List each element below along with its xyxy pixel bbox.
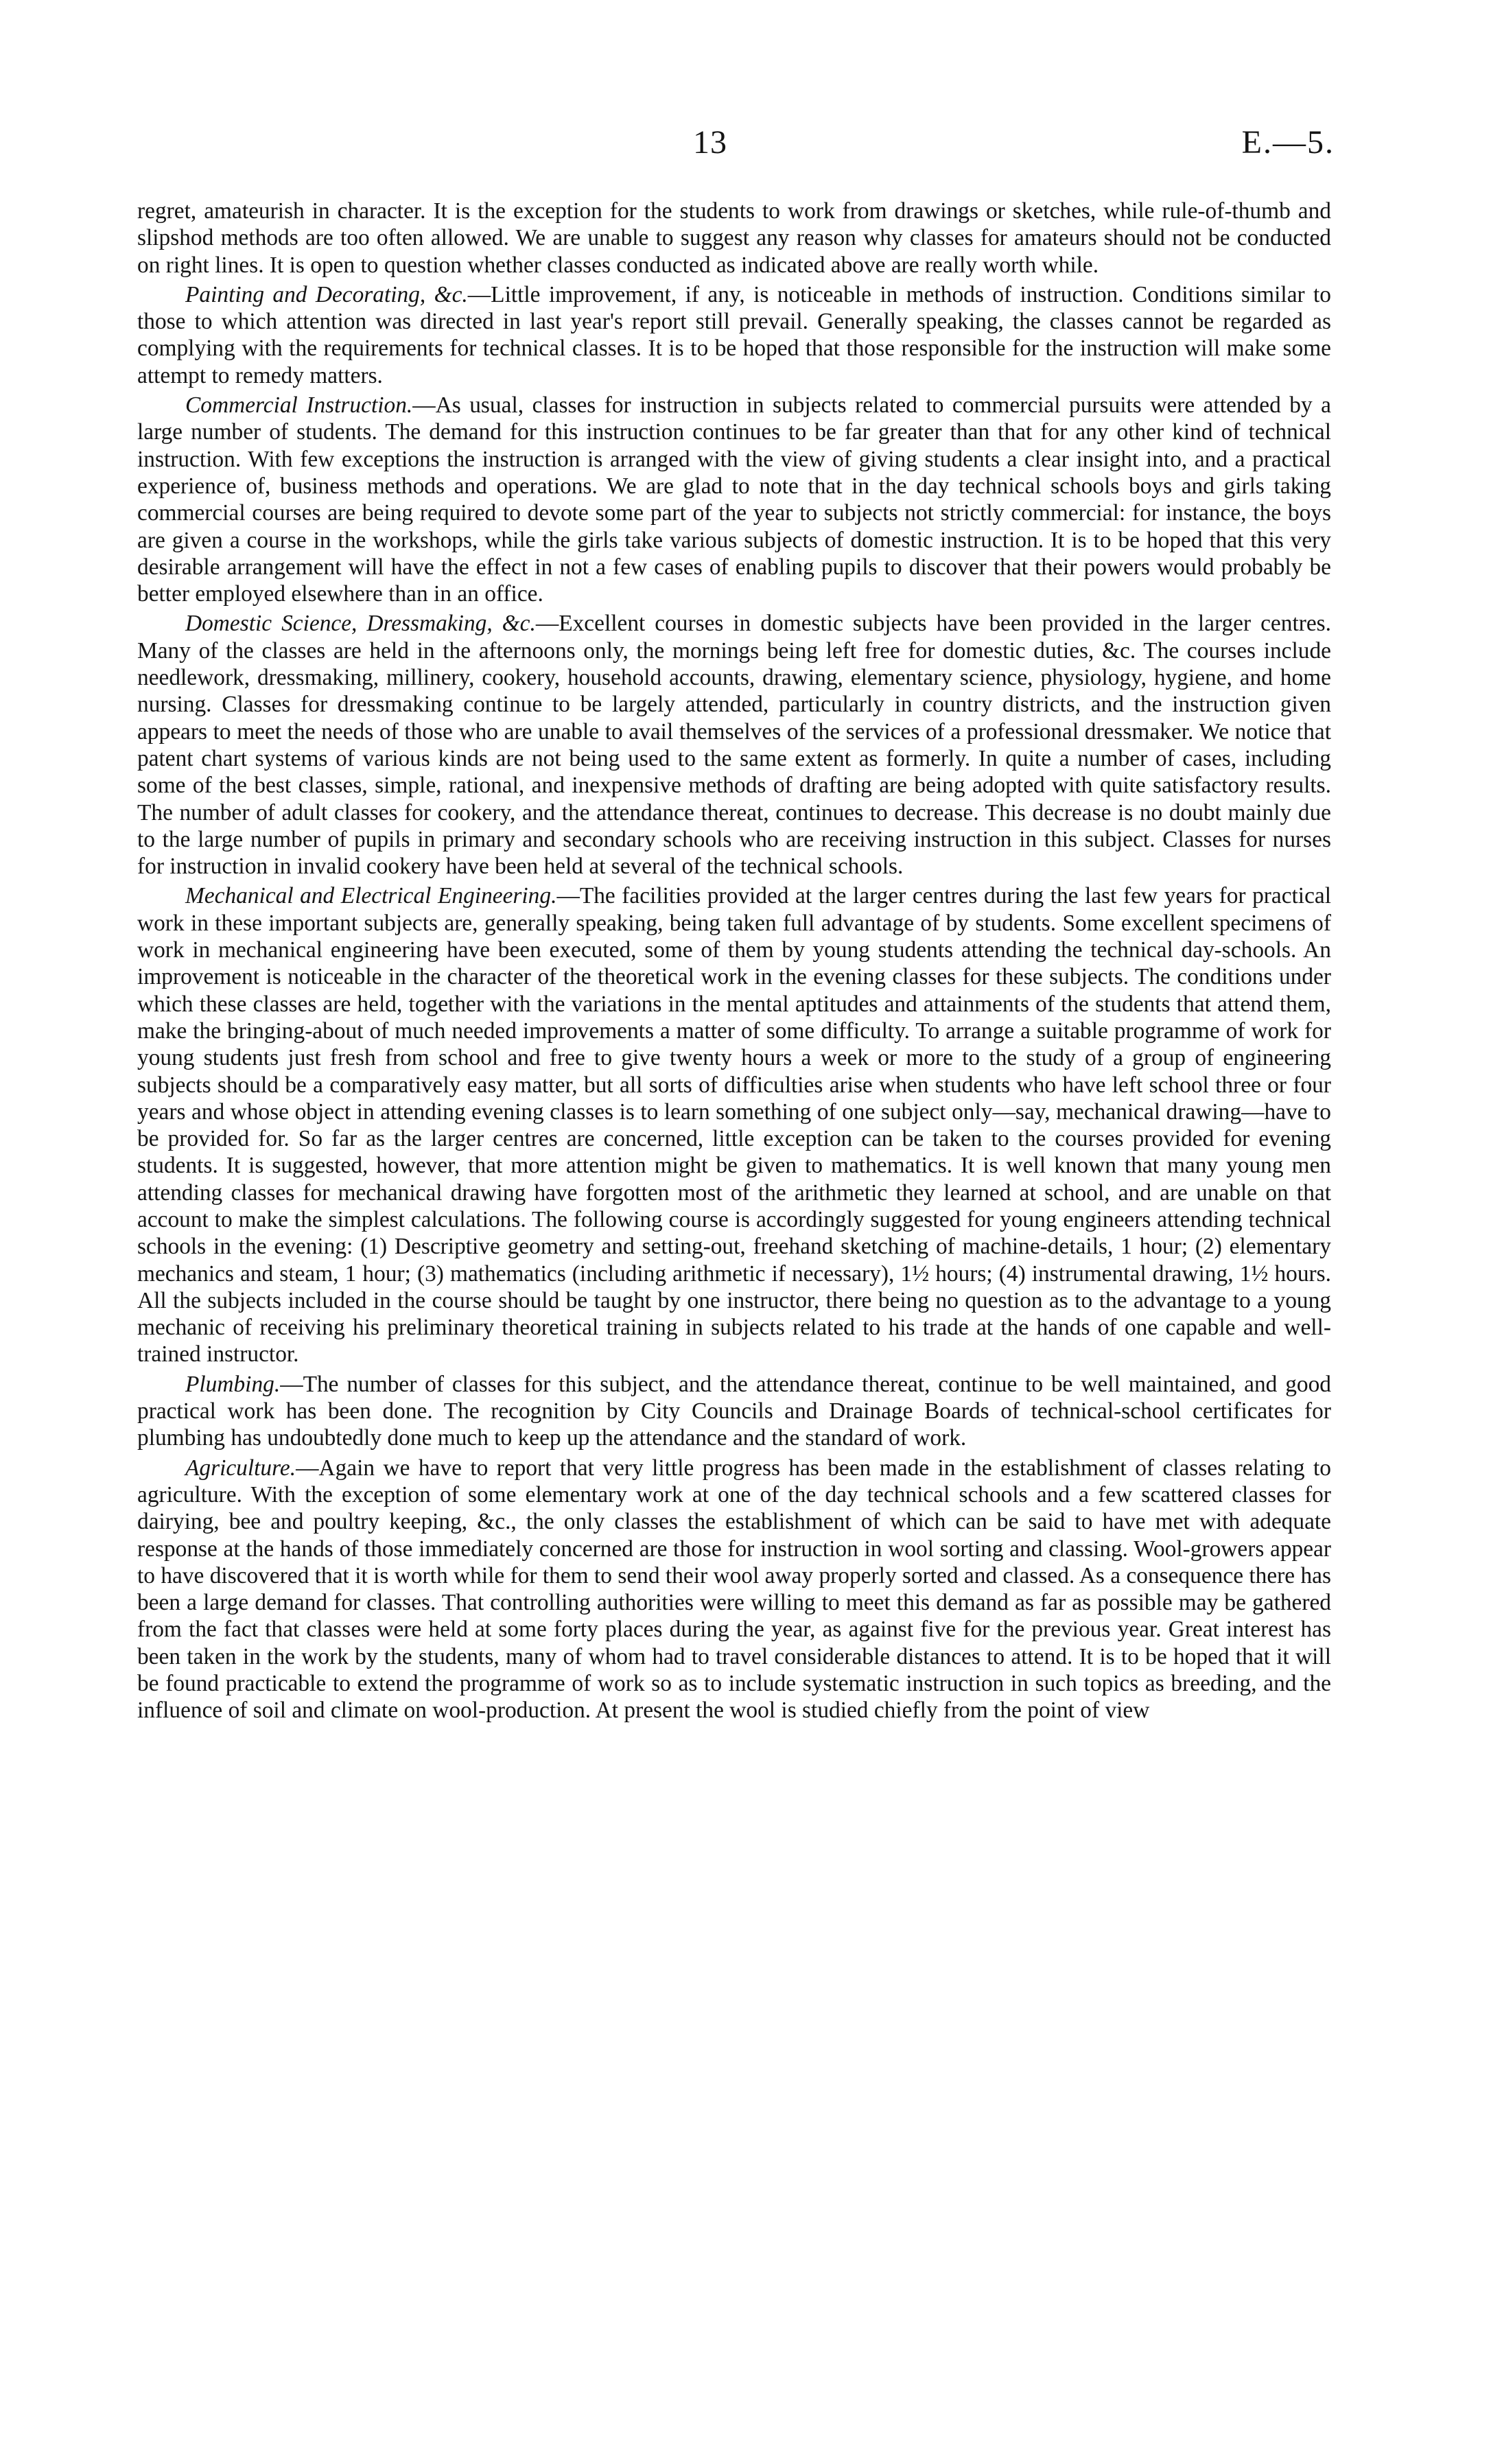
paragraph-continuation: [137, 198, 1331, 279]
paragraph-text: —Little improvement, if any, is noticeable in methods of instruction. Conditions similar to those to which attention was directed in last year's report still prevail. Generally speaking, the classes cannot be regarded as complying with the requirements for technical classes. It is to be hoped that those responsible for the instruction will make some attempt to remedy matters.: [137, 281, 1331, 388]
paragraph-commercial-instruction: [137, 392, 1331, 607]
page-header: [0, 124, 1491, 172]
section-heading: Painting and Decorating, &c.: [185, 281, 468, 307]
section-heading: Commercial Instruction.: [185, 392, 413, 419]
paragraph-text: —The facilities provided at the larger centres during the last few years for practical work in these important subjects are, generally speaking, being taken full advantage of by students. Some excellent specimens of work in mechanical engineering have been executed, some of them by young students attending the technical day-schools. An improvement is noticeable in the character of the theoretical work in the evening classes for these subjects. The conditions under which these classes are held, together with the variations in the mental aptitudes and attainments of the students that attend them, make the bringing-about of much needed improvements a matter of some difficulty. To arrange a suitable programme of work for young students just fresh from school and free to give twenty hours a week or more to the study of a group of engineering subjects should be a comparatively easy matter, but all sorts of difficulties arise when students who have left school three or four years and whose object in attending evening classes is to learn something of one subject only—say, mechanical drawing—have to be provided for. So far as the larger centres are concerned, little exception can be taken to the courses provided for evening students. It is suggested, however, that more attention might be given to mathematics. It is well known that many young men attending classes for mechanical drawing have forgotten most of the arithmetic they learned at school, and are unable on that account to make the simplest calculations. The following course is accordingly suggested for young engineers attending technical schools in the evening: (1) Descriptive geometry and setting-out, freehand sketching of machine-details, 1 hour; (2) elementary mechanics and steam, 1 hour; (3) mathematics (including arithmetic if necessary), 1½ hours; (4) instrumental drawing, 1½ hours. All the subjects included in the course should be taught by one instructor, there being no question as to the advantage to a young mechanic of receiving his preliminary theoretical training in subjects related to his trade at the hands of one capable and well-trained instructor.: [137, 883, 1331, 1368]
body-text: [137, 198, 1331, 1727]
paragraph-agriculture: [137, 1455, 1331, 1724]
section-heading: Mechanical and Electrical Engineering.: [185, 883, 557, 909]
paragraph-text: —The number of classes for this subject, and the attendance thereat, continue to be well maintained, and good practical work has been done. The recognition by City Councils and Drainage Boards of technical-school certificates for plumbing has undoubtedly done much to keep up the attendance and the standard of work.: [137, 1371, 1331, 1451]
paragraph-plumbing: [137, 1371, 1331, 1452]
paragraph-painting-decorating: [137, 281, 1331, 389]
section-heading: Agriculture.: [185, 1455, 296, 1481]
paragraph-mechanical-electrical: [137, 882, 1331, 1368]
paragraph-text: regret, amateurish in character. It is the exception for the students to work from drawings or sketches, while rule-of-thumb and slipshod methods are too often allowed. We are unable to suggest any reason why classes for amateurs should not be conducted on right lines. It is open to question whether classes conducted as indicated above are really worth while.: [137, 198, 1331, 278]
section-heading: Domestic Science, Dressmaking, &c.: [185, 611, 536, 637]
paragraph-domestic-science: [137, 610, 1331, 880]
paragraph-text: —As usual, classes for instruction in subjects related to commercial pursuits were attended by a large number of students. The demand for this instruction continues to be far greater than that for any other kind of technical instruction. With few exceptions the instruction is arranged with the view of giving students a clear insight into, and a practical experience of, business methods and operations. We are glad to note that in the day technical schools boys and girls taking commercial courses are being required to devote some part of the year to subjects not strictly commercial: for instance, the boys are given a course in the workshops, while the girls take various subjects of domestic instruction. It is to be hoped that this very desirable arrangement will have the effect in not a few cases of enabling pupils to discover that their powers would probably be better employed elsewhere than in an office.: [137, 392, 1331, 607]
paragraph-text: —Excellent courses in domestic subjects have been provided in the larger centres. Many of the classes are held in the afternoons only, the mornings being left free for domestic duties, &c. The courses include needlework, dressmaking, millinery, cookery, household accounts, drawing, elementary science, physiology, hygiene, and home nursing. Classes for dressmaking continue to be largely attended, particularly in country districts, and the instruction given appears to meet the needs of those who are unable to avail themselves of the services of a professional dressmaker. We notice that patent chart systems of various kinds are not being used to the same extent as formerly. In quite a number of cases, including some of the best classes, simple, rational, and inexpensive methods of drafting are being adopted with quite satisfactory results. The number of adult classes for cookery, and the attendance thereat, continues to decrease. This decrease is no doubt mainly due to the large number of pupils in primary and secondary schools who are receiving instruction in this subject. Classes for nurses for instruction in invalid cookery have been held at several of the technical schools.: [137, 611, 1331, 880]
page-number: 13: [693, 124, 727, 161]
paragraph-text: —Again we have to report that very little progress has been made in the establishment of classes relating to agriculture. With the exception of some elementary work at one of the day technical schools and a few scattered classes for dairying, bee and poultry keeping, &c., the only classes the establishment of which can be said to have met with adequate response at the hands of those immediately concerned are those for instruction in wool sorting and classing. Wool-growers appear to have discovered that it is worth while for them to send their wool away properly sorted and classed. As a consequence there has been a large demand for classes. That controlling authorities were willing to meet this demand as far as possible may be gathered from the fact that classes were held at some forty places during the year, as against five for the previous year. Great interest has been taken in the work by the students, many of whom had to travel considerable distances to attend. It is to be hoped that it will be found practicable to extend the programme of work so as to include systematic instruction in such topics as breeding, and the influence of soil and climate on wool-production. At present the wool is studied chiefly from the point of view: [137, 1455, 1331, 1724]
document-reference: E.—5.: [1241, 124, 1335, 161]
section-heading: Plumbing.: [185, 1371, 281, 1397]
